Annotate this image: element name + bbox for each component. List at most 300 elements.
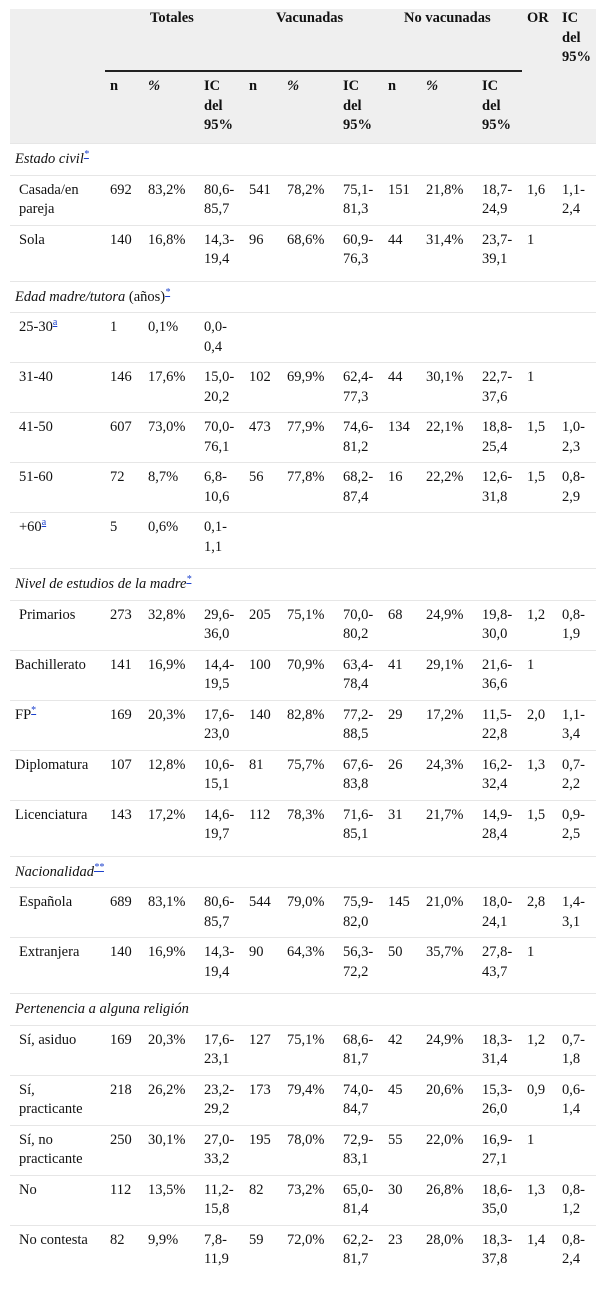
section-title: Nivel de estudios de la madre xyxy=(15,576,187,592)
cell-or: 1 xyxy=(522,938,557,988)
cell-totales-n: 107 xyxy=(105,750,143,800)
cell-or-ic: 0,7-1,8 xyxy=(557,1025,596,1075)
row-label xyxy=(10,313,105,363)
section-header-edad xyxy=(10,281,596,313)
cell-totales-n: 1 xyxy=(105,313,143,363)
cell-or-ic: 0,8-2,4 xyxy=(557,1225,596,1275)
cell-vacunadas-ic: 72,9-83,1 xyxy=(338,1125,383,1175)
cell-vacunadas-pct: 75,1% xyxy=(282,600,338,650)
cell-vacunadas-pct: 73,2% xyxy=(282,1175,338,1225)
cell-or-ic: 0,6-1,4 xyxy=(557,1075,596,1125)
cell-vacunadas-n: 127 xyxy=(244,1025,282,1075)
header-totales: Totales xyxy=(105,9,244,71)
cell-vacunadas-pct: 75,7% xyxy=(282,750,338,800)
cell-novac-ic: 23,7-39,1 xyxy=(477,225,522,275)
table-row xyxy=(10,463,596,513)
row-label xyxy=(10,463,105,513)
cell-novac-pct xyxy=(421,313,477,363)
table-row xyxy=(10,800,596,850)
cell-totales-ic: 14,3-19,4 xyxy=(199,938,244,988)
table-row xyxy=(10,1075,596,1125)
row-label xyxy=(10,363,105,413)
header-totales-ic: IC del 95% xyxy=(199,71,244,144)
cell-novac-ic: 18,8-25,4 xyxy=(477,413,522,463)
cell-or xyxy=(522,513,557,563)
section-title-cell xyxy=(10,994,596,1026)
header-vacunadas-ic: IC del 95% xyxy=(338,71,383,144)
cell-novac-ic: 14,9-28,4 xyxy=(477,800,522,850)
cell-totales-n: 72 xyxy=(105,463,143,513)
cell-or: 1,3 xyxy=(522,750,557,800)
header-or-ic: IC del 95% xyxy=(557,9,596,144)
cell-or-ic: 1,4-3,1 xyxy=(557,888,596,938)
cell-novac-ic: 27,8-43,7 xyxy=(477,938,522,988)
cell-or: 1,2 xyxy=(522,1025,557,1075)
cell-novac-n: 50 xyxy=(383,938,421,988)
cell-vacunadas-pct: 75,1% xyxy=(282,1025,338,1075)
row-label xyxy=(10,888,105,938)
cell-totales-n: 169 xyxy=(105,700,143,750)
section-header-estado_civil xyxy=(10,144,596,176)
cell-or-ic: 0,8-1,9 xyxy=(557,600,596,650)
cell-vacunadas-n xyxy=(244,513,282,563)
section-header-nacionalidad xyxy=(10,856,596,888)
cell-or: 1,4 xyxy=(522,1225,557,1275)
cell-or-ic xyxy=(557,313,596,363)
table-row xyxy=(10,413,596,463)
cell-vacunadas-pct: 78,0% xyxy=(282,1125,338,1175)
cell-vacunadas-n: 473 xyxy=(244,413,282,463)
cell-totales-ic: 17,6-23,1 xyxy=(199,1025,244,1075)
row-label-text: Sí, practicante xyxy=(19,1081,83,1117)
cell-novac-n: 26 xyxy=(383,750,421,800)
cell-vacunadas-n: 56 xyxy=(244,463,282,513)
cell-novac-ic: 16,9-27,1 xyxy=(477,1125,522,1175)
table-row xyxy=(10,513,596,563)
cell-totales-ic: 11,2-15,8 xyxy=(199,1175,244,1225)
header-vacunadas-n: n xyxy=(244,71,282,144)
cell-novac-n: 29 xyxy=(383,700,421,750)
row-label-text: Licenciatura xyxy=(15,806,88,823)
row-label xyxy=(10,750,105,800)
cell-vacunadas-n: 102 xyxy=(244,363,282,413)
row-label xyxy=(10,413,105,463)
table-row xyxy=(10,175,596,225)
row-label-text: No contesta xyxy=(19,1231,88,1248)
cell-totales-n: 250 xyxy=(105,1125,143,1175)
cell-totales-n: 5 xyxy=(105,513,143,563)
cell-totales-n: 143 xyxy=(105,800,143,850)
cell-or-ic: 1,0-2,3 xyxy=(557,413,596,463)
cell-or-ic xyxy=(557,513,596,563)
cell-totales-n: 146 xyxy=(105,363,143,413)
cell-vacunadas-pct: 68,6% xyxy=(282,225,338,275)
row-label-text: Española xyxy=(19,894,73,910)
cell-totales-pct: 26,2% xyxy=(143,1075,199,1125)
cell-vacunadas-pct: 78,3% xyxy=(282,800,338,850)
header-novac-ic: IC del 95% xyxy=(477,71,522,144)
cell-vacunadas-ic: 68,6-81,7 xyxy=(338,1025,383,1075)
cell-or: 1,5 xyxy=(522,413,557,463)
cell-or: 1,5 xyxy=(522,463,557,513)
footnote-link[interactable]: a xyxy=(52,317,58,329)
cell-novac-pct: 21,7% xyxy=(421,800,477,850)
table-body xyxy=(10,144,596,1275)
row-label xyxy=(10,1075,105,1125)
header-label-empty xyxy=(10,71,105,144)
cell-vacunadas-n: 100 xyxy=(244,650,282,700)
cell-vacunadas-pct: 70,9% xyxy=(282,650,338,700)
cell-vacunadas-ic: 60,9-76,3 xyxy=(338,225,383,275)
cell-novac-n: 145 xyxy=(383,888,421,938)
cell-totales-pct: 17,2% xyxy=(143,800,199,850)
cell-or: 2,8 xyxy=(522,888,557,938)
cell-or-ic xyxy=(557,225,596,275)
cell-totales-pct: 16,9% xyxy=(143,938,199,988)
cell-vacunadas-ic: 62,2-81,7 xyxy=(338,1225,383,1275)
cell-novac-ic: 18,6-35,0 xyxy=(477,1175,522,1225)
row-label xyxy=(10,938,105,988)
cell-novac-ic: 11,5-22,8 xyxy=(477,700,522,750)
cell-novac-pct: 30,1% xyxy=(421,363,477,413)
cell-novac-pct: 29,1% xyxy=(421,650,477,700)
cell-totales-pct: 0,6% xyxy=(143,513,199,563)
cell-totales-pct: 16,9% xyxy=(143,650,199,700)
cell-novac-ic xyxy=(477,513,522,563)
cell-or-ic: 0,8-2,9 xyxy=(557,463,596,513)
cell-vacunadas-n: 90 xyxy=(244,938,282,988)
cell-totales-pct: 83,1% xyxy=(143,888,199,938)
header-novac-pct: % xyxy=(421,71,477,144)
row-label xyxy=(10,1175,105,1225)
row-label xyxy=(10,650,105,700)
row-label-text: FP xyxy=(15,706,32,723)
footnote-link[interactable]: a xyxy=(41,517,47,529)
row-label xyxy=(10,225,105,275)
header-totales-pct: % xyxy=(143,71,199,144)
cell-novac-pct: 35,7% xyxy=(421,938,477,988)
cell-totales-ic: 0,1-1,1 xyxy=(199,513,244,563)
cell-vacunadas-n: 173 xyxy=(244,1075,282,1125)
section-title: Edad madre/tutora xyxy=(15,288,126,305)
cell-vacunadas-pct: 69,9% xyxy=(282,363,338,413)
cell-vacunadas-n: 140 xyxy=(244,700,282,750)
section-title-cell xyxy=(10,856,596,888)
row-label xyxy=(10,175,105,225)
cell-totales-pct: 32,8% xyxy=(143,600,199,650)
cell-novac-pct: 20,6% xyxy=(421,1075,477,1125)
cell-vacunadas-n: 544 xyxy=(244,888,282,938)
footnote-link[interactable]: * xyxy=(83,149,89,161)
cell-totales-pct: 17,6% xyxy=(143,363,199,413)
cell-totales-pct: 9,9% xyxy=(143,1225,199,1275)
cell-totales-ic: 80,6-85,7 xyxy=(199,888,244,938)
cell-totales-ic: 14,4-19,5 xyxy=(199,650,244,700)
cell-or-ic: 1,1-3,4 xyxy=(557,700,596,750)
row-label-text: 25-30 xyxy=(19,319,53,335)
table-row xyxy=(10,313,596,363)
table-row xyxy=(10,1225,596,1275)
cell-totales-ic: 70,0-76,1 xyxy=(199,413,244,463)
row-label xyxy=(10,1225,105,1275)
cell-totales-ic: 7,8-11,9 xyxy=(199,1225,244,1275)
cell-novac-n: 44 xyxy=(383,225,421,275)
cell-or-ic xyxy=(557,363,596,413)
header-empty xyxy=(10,9,105,71)
cell-novac-n: 151 xyxy=(383,175,421,225)
cell-vacunadas-ic: 74,0-84,7 xyxy=(338,1075,383,1125)
table-row xyxy=(10,938,596,988)
cell-totales-n: 169 xyxy=(105,1025,143,1075)
cell-vacunadas-n: 96 xyxy=(244,225,282,275)
cell-vacunadas-pct xyxy=(282,313,338,363)
header-vacunadas-pct: % xyxy=(282,71,338,144)
row-label xyxy=(10,800,105,850)
cell-novac-n: 16 xyxy=(383,463,421,513)
cell-novac-ic: 15,3-26,0 xyxy=(477,1075,522,1125)
cell-vacunadas-ic: 71,6-85,1 xyxy=(338,800,383,850)
cell-novac-pct: 21,8% xyxy=(421,175,477,225)
cell-novac-ic: 16,2-32,4 xyxy=(477,750,522,800)
cell-novac-pct: 26,8% xyxy=(421,1175,477,1225)
cell-vacunadas-ic: 68,2-87,4 xyxy=(338,463,383,513)
cell-vacunadas-pct: 82,8% xyxy=(282,700,338,750)
table-row xyxy=(10,600,596,650)
section-title-cell xyxy=(10,281,596,313)
cell-totales-ic: 6,8-10,6 xyxy=(199,463,244,513)
row-label xyxy=(10,1125,105,1175)
row-label xyxy=(10,700,105,750)
cell-novac-n: 42 xyxy=(383,1025,421,1075)
section-title-cell xyxy=(10,569,596,601)
table-row xyxy=(10,700,596,750)
cell-novac-n: 55 xyxy=(383,1125,421,1175)
cell-or: 2,0 xyxy=(522,700,557,750)
cell-vacunadas-n: 112 xyxy=(244,800,282,850)
cell-vacunadas-ic: 75,9-82,0 xyxy=(338,888,383,938)
cell-totales-pct: 73,0% xyxy=(143,413,199,463)
cell-or: 1 xyxy=(522,363,557,413)
table-row xyxy=(10,1125,596,1175)
section-title-cell xyxy=(10,144,596,176)
row-label-text: Extranjera xyxy=(19,944,80,960)
cell-novac-pct xyxy=(421,513,477,563)
cell-novac-ic: 18,3-37,8 xyxy=(477,1225,522,1275)
cell-totales-pct: 20,3% xyxy=(143,700,199,750)
cell-novac-ic: 21,6-36,6 xyxy=(477,650,522,700)
section-title: Nacionalidad xyxy=(15,863,94,880)
cell-or: 0,9 xyxy=(522,1075,557,1125)
section-title-unit: (años) xyxy=(125,288,166,305)
cell-vacunadas-pct xyxy=(282,513,338,563)
cell-novac-pct: 28,0% xyxy=(421,1225,477,1275)
header-or: OR xyxy=(522,9,557,144)
cell-or-ic: 0,8-1,2 xyxy=(557,1175,596,1225)
cell-totales-ic: 0,0-0,4 xyxy=(199,313,244,363)
row-label xyxy=(10,1025,105,1075)
cell-totales-n: 140 xyxy=(105,938,143,988)
row-label-text: Sí, no practicante xyxy=(19,1131,83,1167)
table-row xyxy=(10,1025,596,1075)
cell-totales-pct: 12,8% xyxy=(143,750,199,800)
cell-novac-n xyxy=(383,313,421,363)
cell-vacunadas-n: 195 xyxy=(244,1125,282,1175)
cell-novac-ic: 22,7-37,6 xyxy=(477,363,522,413)
table-header xyxy=(10,9,596,144)
table-row xyxy=(10,750,596,800)
cell-novac-n: 44 xyxy=(383,363,421,413)
row-label-text: 41-50 xyxy=(19,419,53,435)
cell-vacunadas-ic: 62,4-77,3 xyxy=(338,363,383,413)
cell-totales-n: 273 xyxy=(105,600,143,650)
cell-novac-ic: 12,6-31,8 xyxy=(477,463,522,513)
cell-totales-n: 607 xyxy=(105,413,143,463)
row-label-text: Casada/en pareja xyxy=(19,181,79,217)
header-totales-n: n xyxy=(105,71,143,144)
cell-vacunadas-ic: 67,6-83,8 xyxy=(338,750,383,800)
table-row xyxy=(10,363,596,413)
cell-totales-n: 689 xyxy=(105,888,143,938)
section-header-religion xyxy=(10,994,596,1026)
cell-or xyxy=(522,313,557,363)
cell-vacunadas-n: 81 xyxy=(244,750,282,800)
cell-or-ic: 1,1-2,4 xyxy=(557,175,596,225)
cell-totales-pct: 20,3% xyxy=(143,1025,199,1075)
cell-totales-pct: 30,1% xyxy=(143,1125,199,1175)
cell-vacunadas-ic xyxy=(338,313,383,363)
cell-or-ic xyxy=(557,938,596,988)
cell-novac-ic: 19,8-30,0 xyxy=(477,600,522,650)
cell-totales-pct: 13,5% xyxy=(143,1175,199,1225)
row-label-text: 31-40 xyxy=(19,369,53,385)
cell-vacunadas-ic: 63,4-78,4 xyxy=(338,650,383,700)
header-vacunadas: Vacunadas xyxy=(244,9,383,71)
cell-vacunadas-pct: 64,3% xyxy=(282,938,338,988)
cell-totales-ic: 15,0-20,2 xyxy=(199,363,244,413)
cell-or-ic: 0,9-2,5 xyxy=(557,800,596,850)
table-row xyxy=(10,225,596,275)
cell-totales-pct: 83,2% xyxy=(143,175,199,225)
cell-vacunadas-ic: 56,3-72,2 xyxy=(338,938,383,988)
cell-vacunadas-ic: 75,1-81,3 xyxy=(338,175,383,225)
cell-novac-ic: 18,3-31,4 xyxy=(477,1025,522,1075)
cell-or: 1 xyxy=(522,225,557,275)
cell-or: 1,3 xyxy=(522,1175,557,1225)
cell-totales-pct: 0,1% xyxy=(143,313,199,363)
footnote-link[interactable]: * xyxy=(165,286,171,298)
cell-novac-n: 31 xyxy=(383,800,421,850)
cell-totales-ic: 14,3-19,4 xyxy=(199,225,244,275)
table-row xyxy=(10,1175,596,1225)
cell-vacunadas-pct: 72,0% xyxy=(282,1225,338,1275)
cell-novac-pct: 24,9% xyxy=(421,600,477,650)
cell-novac-ic: 18,0-24,1 xyxy=(477,888,522,938)
cell-or-ic xyxy=(557,650,596,700)
cell-novac-ic: 18,7-24,9 xyxy=(477,175,522,225)
cell-totales-n: 692 xyxy=(105,175,143,225)
row-label-text: +60 xyxy=(19,519,42,535)
cell-or: 1,2 xyxy=(522,600,557,650)
cell-novac-pct: 17,2% xyxy=(421,700,477,750)
cell-novac-n: 134 xyxy=(383,413,421,463)
cell-novac-n: 23 xyxy=(383,1225,421,1275)
cell-totales-pct: 8,7% xyxy=(143,463,199,513)
row-label-text: Sí, asiduo xyxy=(19,1031,77,1048)
section-title: Estado civil xyxy=(15,151,84,167)
row-label-text: Bachillerato xyxy=(15,656,86,673)
cell-vacunadas-pct: 77,9% xyxy=(282,413,338,463)
cell-novac-n: 45 xyxy=(383,1075,421,1125)
cell-novac-pct: 24,9% xyxy=(421,1025,477,1075)
table-row xyxy=(10,650,596,700)
cell-vacunadas-ic xyxy=(338,513,383,563)
cell-novac-pct: 22,2% xyxy=(421,463,477,513)
cell-totales-n: 82 xyxy=(105,1225,143,1275)
footnote-link[interactable]: ** xyxy=(93,861,104,873)
cell-novac-pct: 22,1% xyxy=(421,413,477,463)
cell-totales-ic: 27,0-33,2 xyxy=(199,1125,244,1175)
row-label-text: No xyxy=(19,1181,37,1198)
cell-totales-ic: 29,6-36,0 xyxy=(199,600,244,650)
section-header-estudios xyxy=(10,569,596,601)
row-label-text: Diplomatura xyxy=(15,756,89,773)
header-novac-n: n xyxy=(383,71,421,144)
cell-vacunadas-ic: 74,6-81,2 xyxy=(338,413,383,463)
cell-totales-ic: 23,2-29,2 xyxy=(199,1075,244,1125)
row-label-text: Sola xyxy=(19,231,45,248)
row-label xyxy=(10,600,105,650)
cell-vacunadas-n: 205 xyxy=(244,600,282,650)
cell-totales-n: 140 xyxy=(105,225,143,275)
cell-novac-n: 30 xyxy=(383,1175,421,1225)
cell-totales-ic: 17,6-23,0 xyxy=(199,700,244,750)
cell-novac-pct: 22,0% xyxy=(421,1125,477,1175)
cell-totales-pct: 16,8% xyxy=(143,225,199,275)
cell-totales-n: 112 xyxy=(105,1175,143,1225)
cell-novac-n: 41 xyxy=(383,650,421,700)
cell-novac-pct: 31,4% xyxy=(421,225,477,275)
row-label xyxy=(10,513,105,563)
cell-or: 1 xyxy=(522,1125,557,1175)
cell-totales-ic: 10,6-15,1 xyxy=(199,750,244,800)
header-no-vacunadas: No vacunadas xyxy=(383,9,522,71)
cell-novac-n: 68 xyxy=(383,600,421,650)
cell-novac-pct: 21,0% xyxy=(421,888,477,938)
cell-or-ic: 0,7-2,2 xyxy=(557,750,596,800)
cell-vacunadas-pct: 79,4% xyxy=(282,1075,338,1125)
cell-vacunadas-pct: 77,8% xyxy=(282,463,338,513)
footnote-link[interactable]: * xyxy=(186,574,192,586)
row-label-text: Primarios xyxy=(19,606,76,623)
cell-or: 1 xyxy=(522,650,557,700)
cell-vacunadas-pct: 79,0% xyxy=(282,888,338,938)
cell-vacunadas-ic: 70,0-80,2 xyxy=(338,600,383,650)
cell-novac-pct: 24,3% xyxy=(421,750,477,800)
cell-vacunadas-ic: 77,2-88,5 xyxy=(338,700,383,750)
cell-novac-n xyxy=(383,513,421,563)
cell-or-ic xyxy=(557,1125,596,1175)
section-title: Pertenencia a alguna religión xyxy=(15,1001,189,1017)
cell-vacunadas-ic: 65,0-81,4 xyxy=(338,1175,383,1225)
cell-vacunadas-n: 541 xyxy=(244,175,282,225)
cell-totales-ic: 14,6-19,7 xyxy=(199,800,244,850)
vaccination-table xyxy=(10,9,596,1275)
footnote-link[interactable]: * xyxy=(31,704,37,716)
cell-totales-n: 141 xyxy=(105,650,143,700)
cell-totales-ic: 80,6-85,7 xyxy=(199,175,244,225)
cell-or: 1,6 xyxy=(522,175,557,225)
cell-or: 1,5 xyxy=(522,800,557,850)
